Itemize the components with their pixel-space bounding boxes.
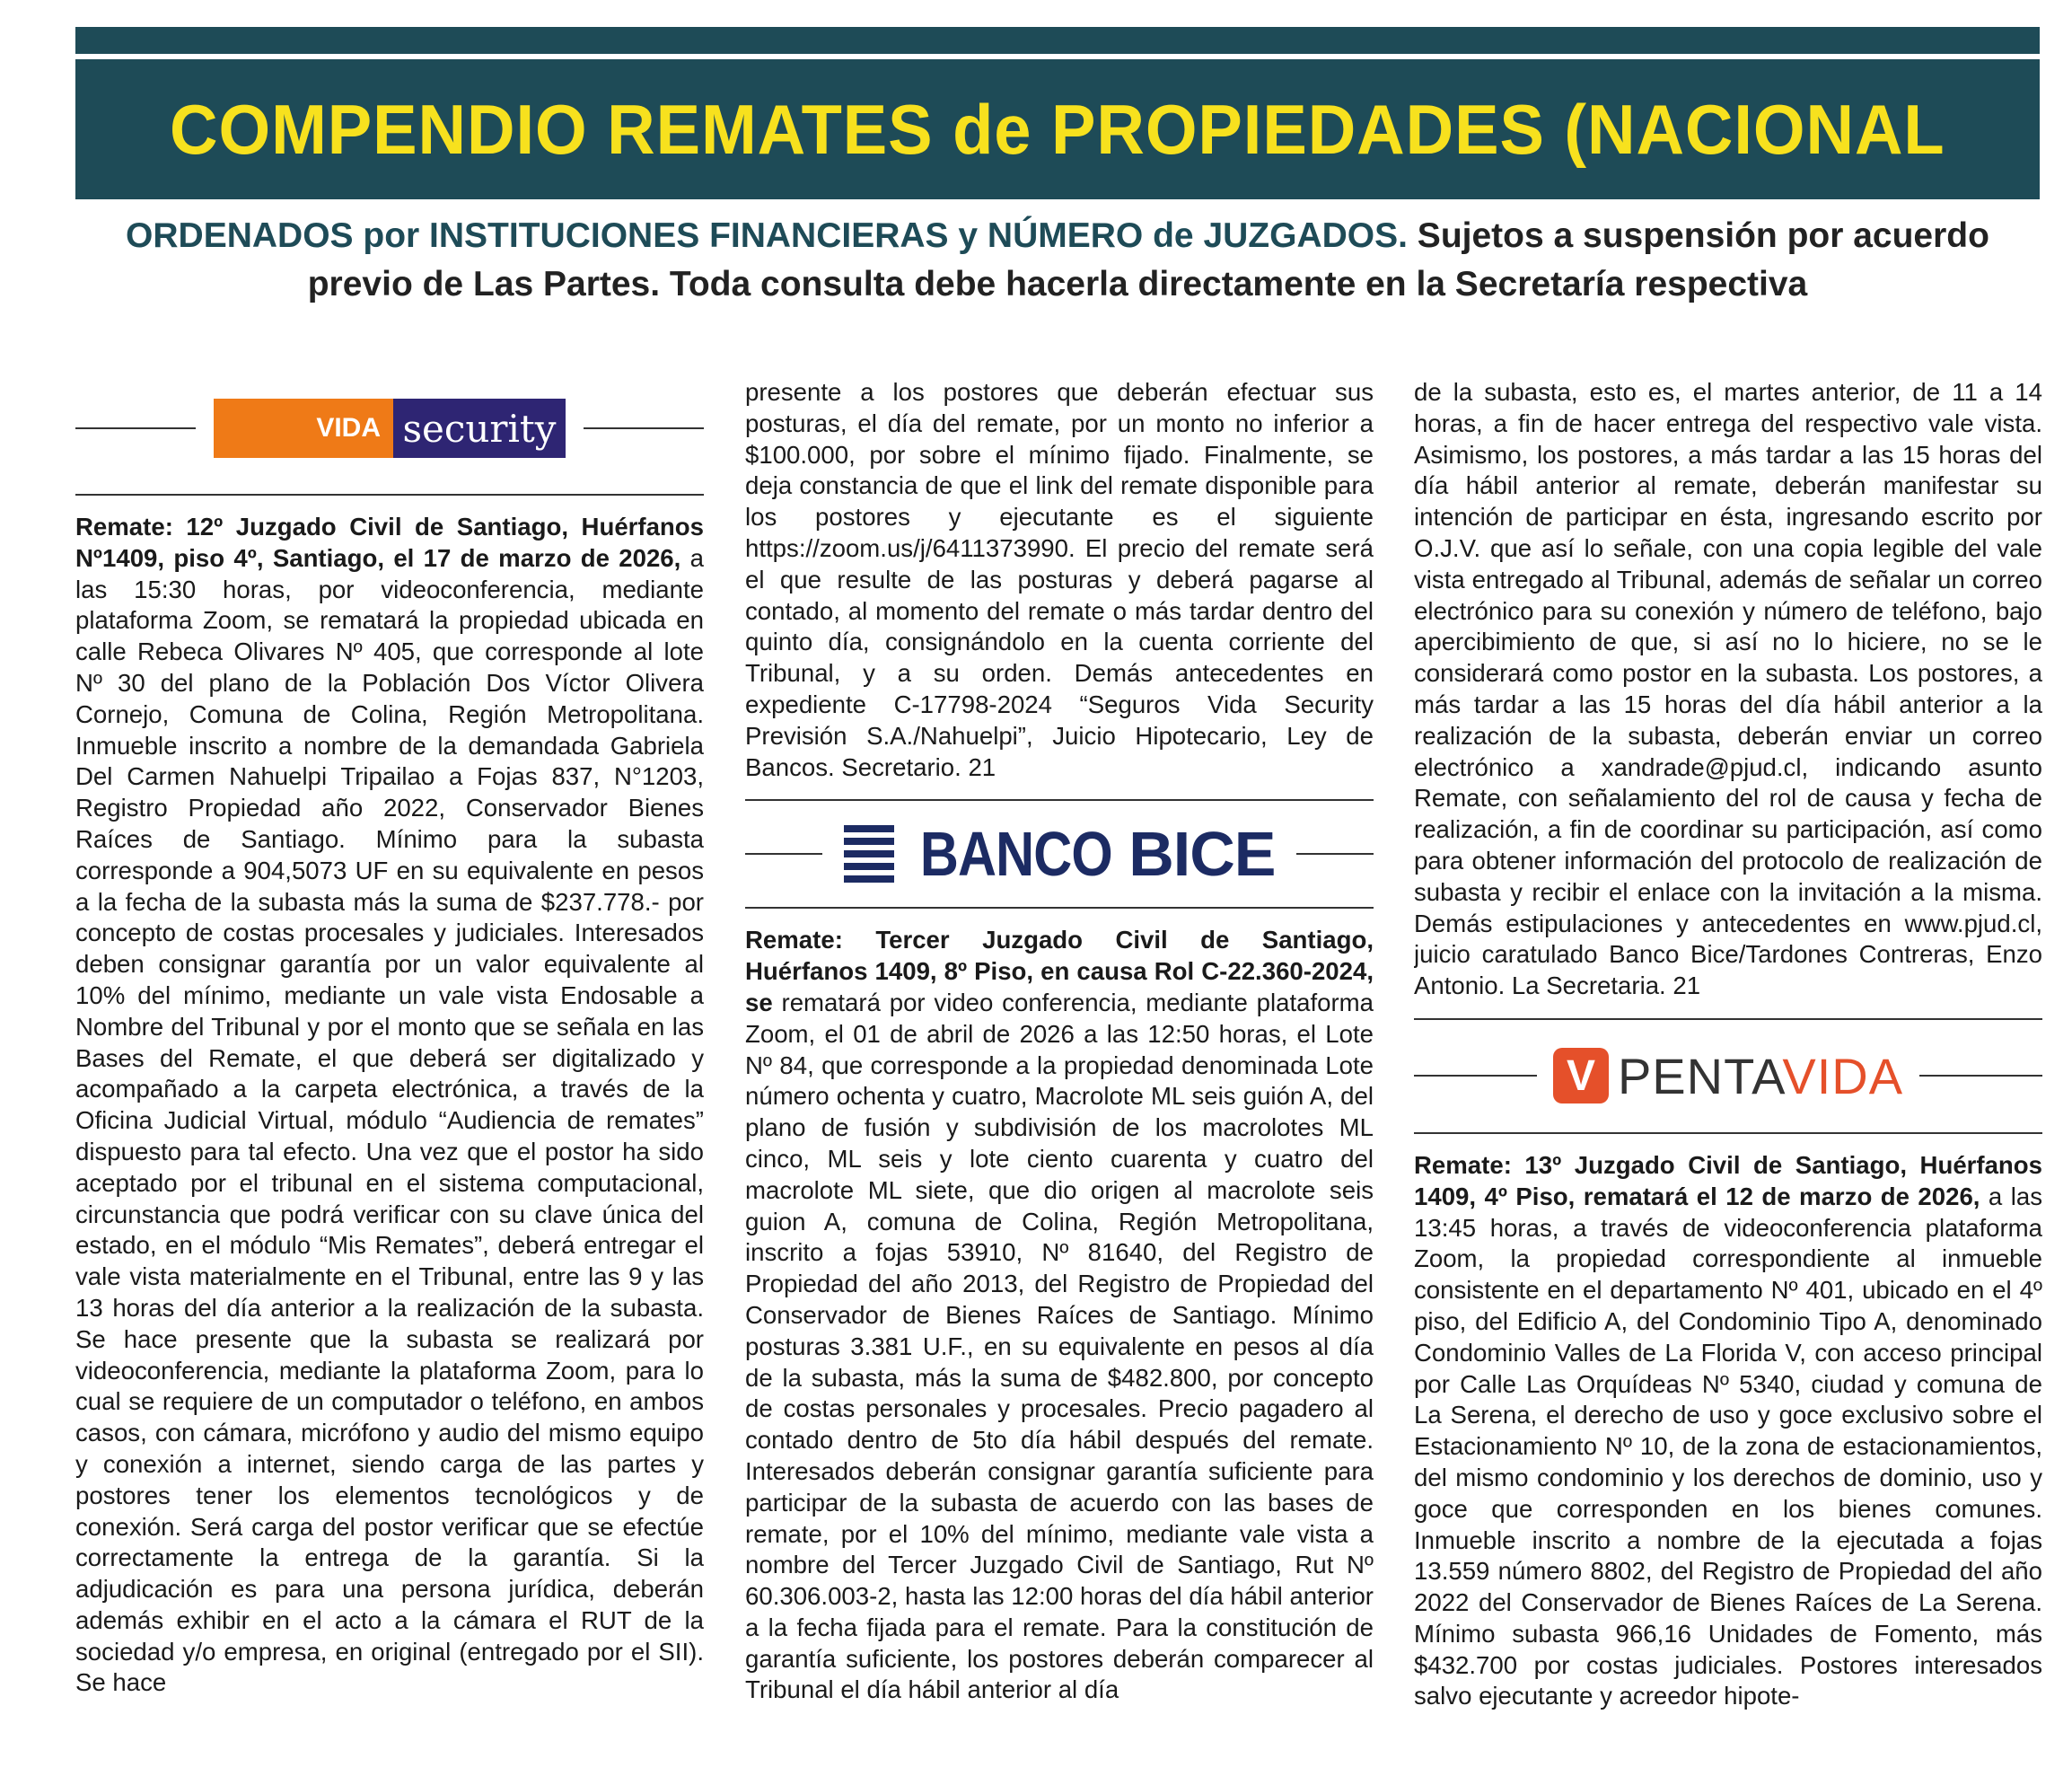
subtitle-bold: ORDENADOS por INSTITUCIONES FINANCIERAS y NÚMERO de JUZGADOS. (126, 216, 1408, 255)
notice-body: a las 13:45 horas, a través de videoconferencia plataforma Zoom, la propiedad correspondiente al inmueble consistente en el departamento Nº 401, ubicado en el 4º piso, del Edificio A, del Condominio Tipo A, denominado Condominio Valles de La Florida V, con acceso principal por Calle Las Orquídeas Nº 5340, ciudad y comuna de La Serena, el derecho de uso y goce exclusivo sobre el Estacionamiento Nº 10, de la zona de estacionamientos, del mismo condominio y los derechos de dominio, uso y goce que corresponden en los bienes comunes. Inmueble inscrito a nombre de la ejecutada a fojas 13.559 número 8802, del Registro de Propiedad del año 2022 del Conservador de Bienes Raíces de La Serena. Mínimo subasta 966,16 Unidades de Fomento, más $432.700 por costas judiciales. Postores interesados salvo ejecutante y acreedor hipote- (1414, 1182, 2042, 1710)
notice-vida-security-continued: presente a los postores que deberán efectuar sus posturas, el día del remate, por un monto no inferior a $100.000, por sobre el mínimo fijado. Finalmente, se deja constancia de que el link del remate disponible para los postores y ejecutante es el siguiente https://zoom.us/j/6411373990. El precio del remate será el que resulte de las posturas y deberá pagarse al contado, al momento del remate o más tardar dentro del quinto día, consignándolo en la cuenta corriente del Tribunal, y a su orden. Demás antecedentes en expediente C-17798-2024 “Seguros Vida Security Previsión S.A./Nahuelpi”, Juicio Hipotecario, Ley de Bancos. Secretario. 21 (745, 378, 1374, 781)
column-3 (1414, 377, 2042, 1764)
column-2 (745, 377, 1374, 1764)
vida-security-logo (214, 399, 566, 458)
divider (75, 427, 196, 429)
notice-lead: Remate: 13º Juzgado Civil de Santiago, Huérfanos 1409, 4º Piso, rematará el 12 de marzo de 2026, (1414, 1150, 2042, 1210)
security-label: security (393, 399, 566, 458)
notice-body: a las 15:30 horas, por videoconferencia, mediante plataforma Zoom, se rematará la propiedad ubicada en calle Rebeca Olivares Nº 405, que corresponde al lote Nº 30 del plano de la Población Dos Víctor Olivera Cornejo, Comuna de Colina, Región Metropolitana. Inmueble inscrito a nombre de la demandada Gabriela Del Carmen Nahuelpi Tripailao a Fojas 837, N°1203, Registro Propiedad año 2022, Conservador Bienes Raíces de Santiago. Mínimo para la subasta corresponde a 904,5073 UF en su equivalente en pesos a la fecha de la subasta más la suma de $237.778.- por concepto de costas procesales y judiciales. Interesados deben consignar garantía por un valor equivalente al 10% del mínimo, mediante un vale vista Endosable a Nombre del Tribunal y por el monto que se señala en las Bases del Remate, el que deberá ser digitalizado y acompañado a la carpeta electrónica, a través de la Oficina Judicial Virtual, módulo “Audiencia de remates” dispuesto para tal efecto. Una vez que el postor ha sido aceptado por el tribunal en el sistema computacional, circunstancia que podrá verificar con su clave única del estado, en el módulo “Mis Remates”, deberá entregar el vale vista materialmente en el Tribunal, entre las 9 y las 13 horas del día anterior a la realización de la subasta. Se hace presente que la subasta se realizará por videoconferencia, mediante la plataforma Zoom, para lo cual se requiere de un computador o teléfono, en ambos casos, con cámara, micrófono y audio del mismo equipo y conexión a internet, siendo carga de las partes y postores tener los elementos tecnológicos y de conexión. Será carga del postor verificar que se efectúe correctamente la entrega de la garantía. Si la adjudicación es para una persona jurídica, deberán además exhibir en el acto a la cámara el RUT de la sociedad y/o empresa, en original (entregado por el SII). Se hace (75, 543, 704, 1697)
vida-security-logo-row (75, 399, 704, 458)
banner-title: COMPENDIO REMATES de PROPIEDADES (NACIONAL (170, 89, 1945, 169)
bice-bars-icon (844, 825, 894, 883)
top-rule (75, 27, 2040, 54)
notice-banco-bice (745, 925, 1374, 1706)
divider (1414, 1075, 1537, 1077)
notice-body: rematará por video conferencia, mediante plataforma Zoom, el 01 de abril de 2026 a las 12:50 horas, el Lote Nº 84, que corresponde a la propiedad denominada Lote número ochenta y cuatro, Macrolote ML seis guión A, del plano de fusión y subdivisión de los macrolotes ML cinco, ML seis y lote ciento cuarenta y cuatro del macrolote ML siete, que dio origen al macrolote seis guion A, comuna de Colina, Región Metropolitana, inscrito a fojas 53910, Nº 81640, del Registro de Propiedad del año 2013, del Registro de Propiedad del Conservador de Bienes Raíces de Santiago. Mínimo posturas 3.381 U.F., en su equivalente en pesos al día de la subasta, más la suma de $482.800, por concepto de costas personales y procesales. Precio pagadero al contado dentro de 5to día hábil después del remate. Interesados deberán consignar garantía suficiente para participar de la subasta de acuerdo con las bases de remate, por el 10% del mínimo, mediante vale vista a nombre del Tercer Juzgado Civil de Santiago, Rut Nº 60.306.003-2, hasta las 12:00 horas del día hábil anterior a la fecha fijada para el remate. Para la constitución de garantía suficiente, los postores deberán comparecer al Tribunal el día hábil anterior al día (745, 988, 1374, 1704)
divider (745, 907, 1374, 909)
penta-vida-logo-row (1414, 1047, 2042, 1105)
divider (1414, 1132, 2042, 1134)
subtitle (75, 212, 2040, 309)
divider (1919, 1075, 2042, 1077)
divider (1414, 1018, 2042, 1020)
notice-banco-bice-continued: de la subasta, esto es, el martes anterior, de 11 a 14 horas, a fin de hacer entrega del respectivo vale vista. Asimismo, los postores, a más tardar a las 15 horas del día hábil anterior al remate, deberán manifestar su intención de participar en ésta, ingresando escrito por O.J.V. que así lo señale, con una copia legible del vale vista entregado al Tribunal, además de señalar un correo electrónico para su conexión y número de teléfono, bajo apercibimiento de que, si así no lo hiciere, no se le considerará como postor en la subasta. Los postores, a más tardar a las 15 horas del día hábil anterior a la realización de la subasta, deberán enviar un correo electrónico a xandrade@pjud.cl, indicando asunto Remate, con señalamiento del rol de causa y fecha de realización, a fin de coordinar su participación, así como para obtener información del protocolo de realización de subasta y recibir el enlace con la invitación a la misma. Demás estipulaciones y antecedentes en www.pjud.cl, juicio caratulado Banco Bice/Tardones Contreras, Enzo Antonio. La Secretaria. 21 (1414, 378, 2042, 1000)
notice-vida-security (75, 512, 704, 1699)
header-banner (75, 59, 2040, 199)
vida-label: VIDA (1782, 1047, 1904, 1104)
notice-lead: Remate: 12º Juzgado Civil de Santiago, Huérfanos Nº1409, piso 4º, Santiago, el 17 de marzo de 2026, (75, 513, 704, 572)
banco-bice-logo-row (745, 819, 1374, 890)
vida-label: VIDA (214, 399, 393, 458)
penta-v-icon: V (1553, 1048, 1609, 1103)
subtitle-rest: Sujetos a suspensión por acuerdo previo de Las Partes. Toda consulta debe hacerla directamente en la Secretaría respectiva (307, 216, 1989, 303)
divider (745, 853, 822, 855)
banco-label: BANCO (919, 819, 1112, 890)
column-1 (75, 377, 704, 1764)
divider (75, 494, 704, 496)
divider (584, 427, 704, 429)
banco-bice-logo (844, 819, 1276, 890)
notice-lead: Remate: Tercer Juzgado Civil de Santiago, Huérfanos 1409, 8º Piso, en causa Rol C-22.360-2024, se (745, 926, 1374, 1016)
divider (1296, 853, 1374, 855)
bice-label: BICE (1128, 819, 1276, 890)
notice-penta-vida (1414, 1150, 2042, 1712)
divider (745, 799, 1374, 801)
penta-vida-logo (1553, 1047, 1903, 1105)
penta-label: PENTA (1617, 1047, 1783, 1104)
